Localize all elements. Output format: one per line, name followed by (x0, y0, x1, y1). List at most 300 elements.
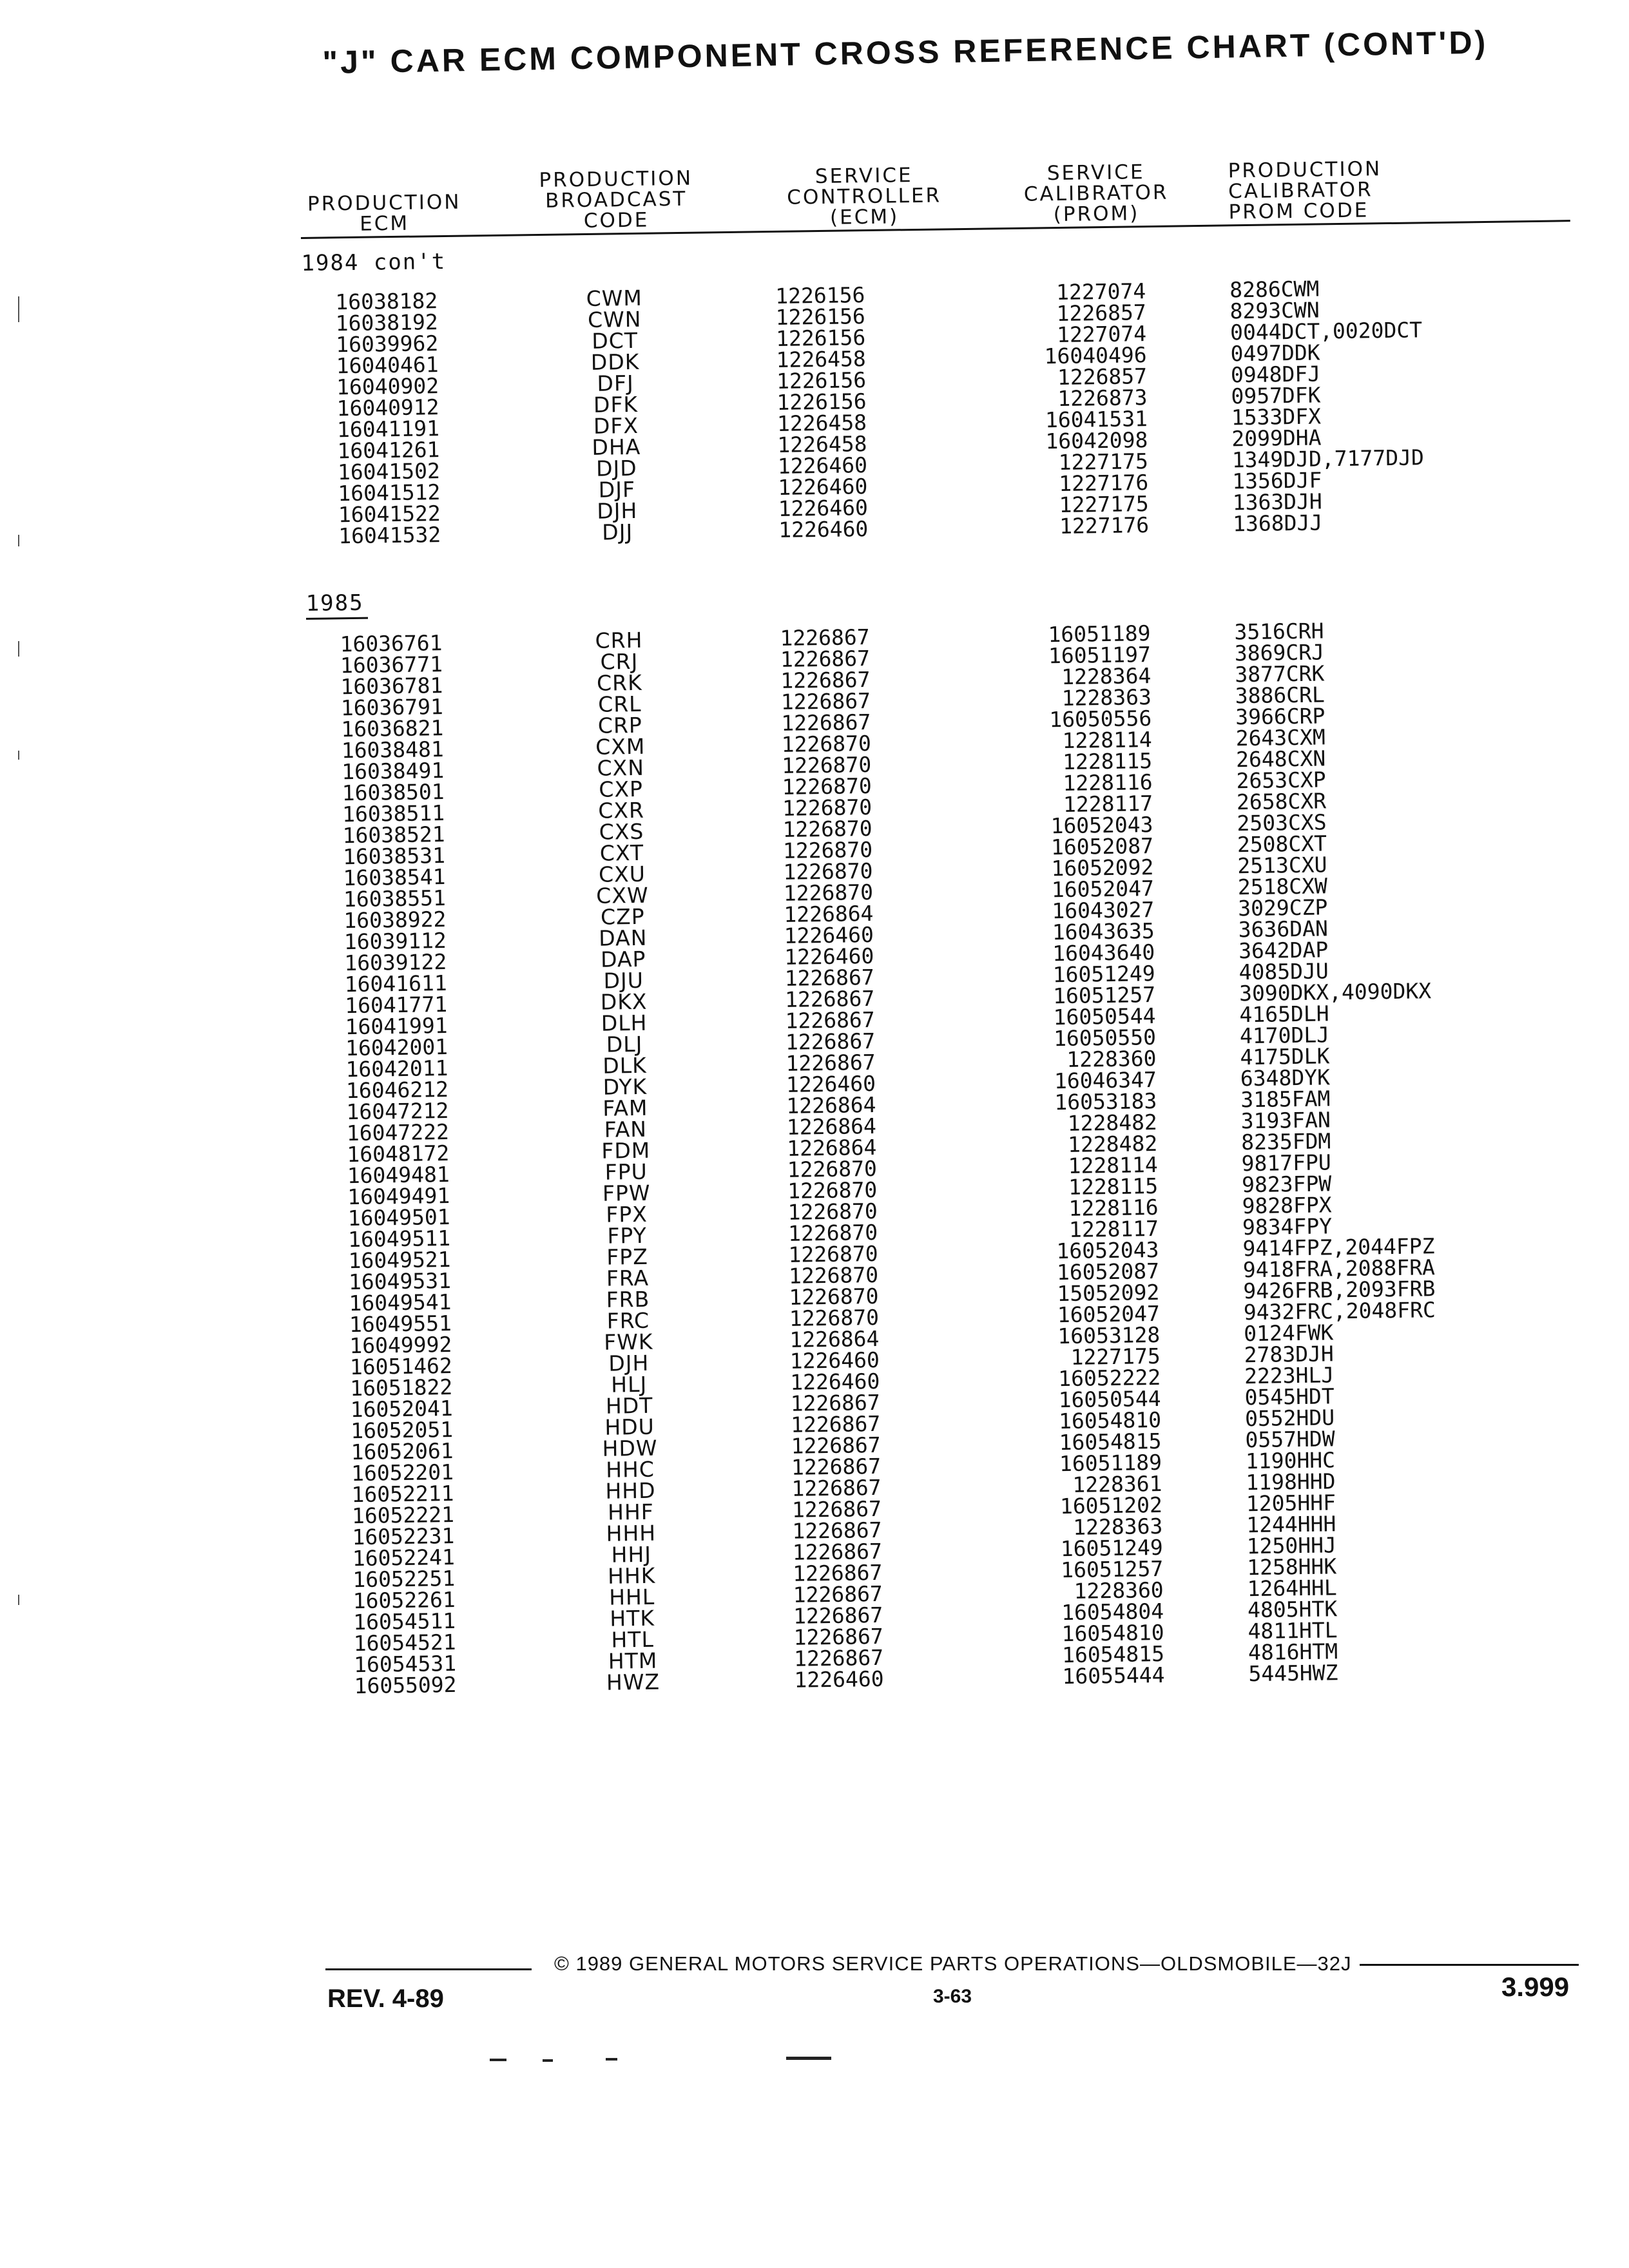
broadcast-code-cell: CRP (597, 712, 643, 738)
service-controller-cell: 1226867 (791, 1432, 881, 1459)
production-calibrator-cell: 4170DLJ (1239, 1022, 1330, 1049)
service-controller-cell: 1226156 (776, 367, 867, 394)
production-ecm-cell: 16052231 (352, 1523, 455, 1550)
broadcast-code-cell: DJF (598, 476, 636, 503)
service-calibrator-cell: 16051202 (1059, 1492, 1163, 1519)
service-controller-cell: 1226870 (789, 1304, 880, 1331)
broadcast-code-cell: CRJ (600, 648, 639, 675)
production-calibrator-cell: 3636DAN (1238, 916, 1329, 943)
service-calibrator-cell: 1228114 (1068, 1152, 1158, 1178)
production-ecm-cell: 16041512 (338, 479, 441, 506)
production-calibrator-cell: 2653CXP (1236, 767, 1326, 794)
service-controller-cell: 1226458 (777, 431, 867, 457)
production-ecm-cell: 16038531 (342, 843, 446, 870)
production-calibrator-cell: 2643CXM (1235, 724, 1326, 751)
service-calibrator-cell: 1226873 (1057, 385, 1148, 412)
page-number: 3-63 (933, 1986, 972, 2007)
production-ecm-cell: 16052221 (351, 1501, 455, 1529)
broadcast-code-cell: DKX (600, 988, 648, 1015)
production-ecm-cell: 16041771 (344, 992, 448, 1019)
production-ecm-cell: 16049551 (349, 1310, 452, 1338)
scan-mark (18, 641, 19, 657)
service-controller-cell: 1226870 (787, 1219, 878, 1246)
broadcast-code-cell: DAP (600, 946, 646, 972)
production-calibrator-cell: 1250HHJ (1246, 1532, 1337, 1559)
service-controller-cell: 1226460 (789, 1368, 880, 1395)
production-ecm-cell: 16038551 (343, 885, 447, 912)
production-ecm-cell: 16038521 (342, 822, 445, 849)
production-calibrator-cell: 4816HTM (1248, 1639, 1338, 1666)
production-ecm-cell: 16054531 (353, 1650, 457, 1678)
service-controller-cell: 1226867 (784, 985, 875, 1012)
production-calibrator-cell: 9426FRB,2093FRB (1243, 1276, 1436, 1304)
service-calibrator-cell: 16051189 (1059, 1449, 1162, 1477)
service-controller-cell: 1226867 (793, 1581, 883, 1608)
production-ecm-cell: 16040902 (336, 373, 439, 400)
broadcast-code-cell: DFJ (597, 370, 634, 396)
broadcast-code-cell: CWN (587, 306, 642, 332)
service-calibrator-cell: 16054815 (1061, 1640, 1165, 1668)
service-calibrator-cell: 16051197 (1048, 642, 1152, 669)
production-calibrator-cell: 4165DLH (1239, 1001, 1329, 1028)
service-controller-cell: 1226870 (783, 879, 874, 906)
broadcast-code-cell: DLJ (606, 1031, 643, 1057)
service-calibrator-cell: 1227175 (1059, 491, 1149, 518)
footer-rule (325, 1968, 532, 1970)
production-calibrator-cell: 9817FPU (1241, 1149, 1331, 1177)
broadcast-code-cell: CXR (598, 797, 645, 823)
production-ecm-cell: 16038481 (341, 736, 445, 764)
production-ecm-cell: 16036821 (341, 715, 444, 742)
service-controller-cell: 1226870 (787, 1155, 878, 1182)
production-ecm-cell: 16040912 (336, 394, 439, 421)
broadcast-code-cell: CXS (599, 818, 644, 845)
broadcast-code-cell: FRB (606, 1286, 650, 1312)
production-ecm-cell: 16038922 (343, 907, 447, 934)
service-controller-cell: 1226867 (793, 1644, 884, 1671)
broadcast-code-cell: FAM (602, 1095, 648, 1121)
production-calibrator-cell: 0124FWK (1243, 1320, 1334, 1347)
broadcast-code-cell: HHF (607, 1499, 655, 1525)
broadcast-code-cell: HLJ (611, 1371, 648, 1398)
production-ecm-cell: 16036761 (340, 630, 443, 657)
service-calibrator-cell: 16051249 (1060, 1534, 1164, 1562)
service-controller-cell: 1226156 (775, 282, 865, 309)
scan-mark (18, 535, 19, 546)
broadcast-code-cell: DJU (603, 967, 644, 994)
production-calibrator-cell: 9828FPX (1242, 1192, 1332, 1219)
production-calibrator-cell: 1258HHK (1246, 1553, 1337, 1581)
service-controller-cell: 1226870 (782, 794, 872, 821)
service-calibrator-cell: 16040496 (1044, 342, 1147, 369)
service-calibrator-cell: 16051257 (1060, 1555, 1164, 1583)
service-calibrator-cell: 1228360 (1074, 1577, 1164, 1604)
production-calibrator-cell: 0957DFK (1231, 382, 1321, 409)
production-calibrator-cell: 9418FRA,2088FRA (1242, 1254, 1436, 1283)
service-controller-cell: 1226864 (789, 1325, 880, 1352)
service-controller-cell: 1226867 (791, 1453, 882, 1480)
production-ecm-cell: 16052211 (351, 1480, 454, 1508)
production-calibrator-cell: 2648CXN (1235, 745, 1326, 773)
broadcast-code-cell: FDM (601, 1137, 651, 1164)
production-ecm-cell: 16049992 (349, 1331, 452, 1359)
production-ecm-cell: 16036771 (340, 651, 443, 678)
service-controller-cell: 1226460 (778, 516, 869, 543)
broadcast-code-cell: DJH (597, 497, 638, 524)
service-controller-cell: 1226864 (784, 900, 874, 927)
production-ecm-cell: 16038511 (342, 800, 445, 827)
production-calibrator-cell: 1356DJF (1231, 467, 1322, 494)
service-calibrator-cell: 1228116 (1068, 1195, 1159, 1221)
broadcast-code-cell: HTL (611, 1626, 655, 1653)
production-ecm-cell: 16038491 (341, 758, 445, 785)
broadcast-code-cell: FPY (607, 1222, 648, 1249)
production-ecm-cell: 16046212 (345, 1076, 449, 1104)
broadcast-code-cell: DHA (592, 434, 641, 460)
service-calibrator-cell: 1228482 (1067, 1131, 1158, 1157)
broadcast-code-cell: DFK (593, 391, 639, 418)
service-calibrator-cell: 1228115 (1068, 1173, 1159, 1200)
service-controller-cell: 1226460 (784, 943, 874, 970)
service-calibrator-cell: 1228363 (1061, 684, 1152, 711)
service-calibrator-cell: 1227176 (1059, 512, 1150, 539)
production-calibrator-cell: 9823FPW (1241, 1171, 1332, 1198)
broadcast-code-cell: DLH (601, 1010, 648, 1036)
service-calibrator-cell: 1226857 (1056, 300, 1146, 327)
service-calibrator-cell: 1228117 (1068, 1216, 1159, 1242)
scan-mark (606, 2058, 617, 2061)
service-calibrator-cell: 1226857 (1057, 363, 1148, 390)
service-controller-cell: 1226156 (775, 303, 866, 330)
service-controller-cell: 1226867 (780, 646, 871, 672)
production-ecm-cell: 16040461 (336, 352, 439, 379)
broadcast-code-cell: FRC (606, 1307, 650, 1334)
service-calibrator-cell: 16052047 (1051, 876, 1155, 903)
production-ecm-cell: 16041532 (338, 522, 441, 549)
service-controller-cell: 1226460 (778, 495, 869, 521)
broadcast-code-cell: DAN (598, 925, 648, 951)
production-ecm-cell: 16038192 (335, 309, 438, 336)
scan-mark (490, 2059, 506, 2061)
service-calibrator-cell: 1227175 (1070, 1343, 1161, 1370)
production-calibrator-cell: 9834FPY (1242, 1213, 1333, 1240)
service-controller-cell: 1226156 (776, 389, 867, 415)
broadcast-code-cell: DJJ (602, 519, 633, 545)
production-calibrator-cell: 4085DJU (1239, 958, 1329, 985)
section-label: 1984 con't (301, 248, 447, 276)
production-ecm-cell: 16052201 (351, 1459, 454, 1486)
production-calibrator-cell: 3886CRL (1235, 682, 1325, 709)
broadcast-code-cell: HHK (607, 1562, 656, 1589)
service-calibrator-cell: 16050556 (1049, 706, 1152, 733)
production-calibrator-cell: 4175DLK (1240, 1043, 1330, 1070)
production-ecm-cell: 16036791 (340, 694, 444, 721)
production-calibrator-cell: 2658CXR (1236, 788, 1327, 815)
production-ecm-cell: 16038182 (335, 288, 438, 315)
header-production-ecm: PRODUCTION ECM (307, 190, 461, 236)
production-calibrator-cell: 0948DFJ (1230, 361, 1321, 388)
service-controller-cell: 1226867 (780, 624, 870, 651)
service-controller-cell: 1226460 (784, 921, 874, 948)
service-controller-cell: 1226870 (782, 773, 872, 800)
production-calibrator-cell: 3185FAM (1240, 1086, 1331, 1113)
production-ecm-cell: 16042011 (345, 1055, 448, 1082)
production-ecm-cell: 16055092 (354, 1671, 457, 1699)
production-calibrator-cell: 9414FPZ,2044FPZ (1242, 1233, 1435, 1262)
service-controller-cell: 1226460 (789, 1347, 880, 1374)
production-calibrator-cell: 0552HDU (1244, 1405, 1335, 1432)
service-calibrator-cell: 1228115 (1062, 748, 1153, 774)
production-calibrator-cell: 4811HTL (1248, 1617, 1338, 1644)
production-ecm-cell: 16049511 (347, 1225, 451, 1253)
scan-mark (543, 2059, 553, 2062)
scan-mark (18, 1595, 19, 1605)
footer-rule (1360, 1964, 1579, 1966)
broadcast-code-cell: HHH (606, 1520, 657, 1546)
service-calibrator-cell: 16055444 (1062, 1662, 1165, 1689)
service-calibrator-cell: 1227175 (1058, 448, 1149, 476)
service-controller-cell: 1226460 (777, 452, 868, 479)
service-controller-cell: 1226867 (792, 1559, 883, 1586)
production-ecm-cell: 16048172 (347, 1140, 450, 1168)
service-controller-cell: 1226156 (775, 325, 866, 351)
broadcast-code-cell: CXN (597, 754, 645, 781)
service-calibrator-cell: 16053128 (1057, 1321, 1161, 1349)
production-calibrator-cell: 1533DFX (1231, 403, 1322, 430)
broadcast-code-cell: CWM (586, 285, 643, 311)
production-calibrator-cell: 1363DJH (1232, 488, 1323, 515)
service-calibrator-cell: 16054815 (1059, 1428, 1162, 1456)
section-number: 3.999 (1501, 1972, 1570, 2002)
broadcast-code-cell: CXP (599, 776, 644, 802)
production-calibrator-cell: 1349DJD,7177DJD (1231, 445, 1425, 473)
service-controller-cell: 1226867 (792, 1538, 883, 1565)
production-ecm-cell: 16042001 (345, 1034, 448, 1061)
service-controller-cell: 1226867 (793, 1602, 883, 1629)
broadcast-code-cell: CXW (596, 882, 649, 908)
production-ecm-cell: 16038541 (343, 864, 446, 891)
service-controller-cell: 1226870 (789, 1283, 879, 1310)
service-calibrator-cell: 16041531 (1045, 406, 1148, 433)
service-controller-cell: 1226870 (781, 731, 872, 757)
production-calibrator-cell: 2503CXS (1237, 809, 1327, 836)
service-calibrator-cell: 16052092 (1051, 854, 1154, 881)
service-calibrator-cell: 16052222 (1057, 1364, 1161, 1392)
production-calibrator-cell: 1244HHH (1246, 1511, 1336, 1538)
production-ecm-cell: 16054511 (352, 1608, 456, 1635)
broadcast-code-cell: CXM (595, 733, 646, 760)
service-calibrator-cell: 16046347 (1054, 1067, 1157, 1094)
broadcast-code-cell: DYK (602, 1073, 648, 1100)
service-calibrator-cell: 16051249 (1052, 961, 1155, 988)
production-ecm-cell: 16039112 (343, 928, 447, 955)
service-calibrator-cell: 16051257 (1052, 982, 1156, 1009)
production-calibrator-cell: 0545HDT (1244, 1383, 1335, 1410)
broadcast-code-cell: HHD (605, 1477, 656, 1504)
production-calibrator-cell: 2518CXW (1237, 873, 1328, 900)
service-calibrator-cell: 16050544 (1053, 1003, 1156, 1030)
broadcast-code-cell: CRH (595, 627, 643, 653)
service-controller-cell: 1226867 (790, 1389, 880, 1416)
service-calibrator-cell: 1228360 (1066, 1046, 1157, 1072)
broadcast-code-cell: DFX (593, 412, 639, 439)
production-calibrator-cell: 3877CRK (1235, 660, 1325, 687)
service-calibrator-cell: 16050550 (1053, 1024, 1157, 1052)
broadcast-code-cell: HWZ (606, 1669, 660, 1695)
service-controller-cell: 1226870 (781, 752, 872, 778)
production-calibrator-cell: 3966CRP (1235, 703, 1325, 730)
service-controller-cell: 1226870 (782, 837, 873, 863)
service-calibrator-cell: 1228117 (1063, 791, 1153, 817)
service-calibrator-cell: 16052047 (1057, 1300, 1161, 1328)
production-ecm-cell: 16041502 (337, 458, 441, 485)
production-ecm-cell: 16052041 (350, 1395, 453, 1423)
service-calibrator-cell: 16052043 (1056, 1237, 1159, 1264)
production-calibrator-cell: 0497DDK (1230, 340, 1320, 367)
service-controller-cell: 1226870 (783, 858, 873, 885)
production-ecm-cell: 16039962 (335, 331, 439, 358)
service-calibrator-cell: 16051189 (1048, 620, 1151, 648)
production-ecm-cell: 16051462 (349, 1352, 453, 1380)
broadcast-code-cell: FPU (604, 1158, 648, 1185)
service-controller-cell: 1226460 (778, 474, 868, 500)
production-calibrator-cell: 2223HLJ (1244, 1362, 1335, 1389)
revision-label: REV. 4-89 (327, 1984, 444, 2013)
service-controller-cell: 1226867 (784, 964, 875, 991)
production-calibrator-cell: 1198HHD (1246, 1468, 1336, 1495)
broadcast-code-cell: DLK (602, 1052, 647, 1079)
broadcast-code-cell: DCT (592, 327, 639, 354)
production-calibrator-cell: 1368DJJ (1232, 510, 1323, 537)
service-controller-cell: 1226864 (787, 1134, 877, 1161)
service-controller-cell: 1226870 (788, 1240, 878, 1267)
service-calibrator-cell: 16054810 (1061, 1619, 1164, 1647)
broadcast-code-cell: HHL (608, 1584, 655, 1610)
production-calibrator-cell: 1190HHC (1245, 1447, 1336, 1474)
service-calibrator-cell: 1228482 (1067, 1110, 1158, 1136)
service-calibrator-cell: 1227176 (1058, 470, 1149, 497)
production-ecm-cell: 16052051 (350, 1416, 454, 1444)
service-calibrator-cell: 1228364 (1061, 663, 1152, 689)
broadcast-code-cell: HHJ (611, 1541, 652, 1568)
service-controller-cell: 1226864 (786, 1091, 876, 1119)
service-controller-cell: 1226870 (787, 1198, 878, 1225)
header-production-calibrator: PRODUCTION CALIBRATOR PROM CODE (1228, 157, 1382, 224)
service-controller-cell: 1226867 (781, 709, 871, 736)
service-calibrator-cell: 15052092 (1057, 1280, 1160, 1307)
broadcast-code-cell: CRK (596, 669, 642, 696)
service-controller-cell: 1226867 (786, 1049, 876, 1076)
broadcast-code-cell: HDT (605, 1392, 653, 1419)
header-service-controller: SERVICE CONTROLLER (ECM) (787, 164, 942, 229)
production-calibrator-cell: 3642DAP (1238, 937, 1329, 964)
service-controller-cell: 1226867 (790, 1410, 881, 1437)
service-controller-cell: 1226867 (791, 1474, 882, 1501)
production-ecm-cell: 16047222 (346, 1119, 450, 1146)
production-ecm-cell: 16041522 (338, 501, 441, 528)
production-ecm-cell: 16051822 (350, 1374, 453, 1401)
production-ecm-cell: 16047212 (346, 1097, 449, 1125)
page-title: "J" CAR ECM COMPONENT CROSS REFERENCE CHART (CONT'D) (322, 24, 1489, 81)
broadcast-code-cell: FPZ (606, 1244, 649, 1270)
production-calibrator-cell: 8293CWN (1229, 297, 1320, 324)
service-calibrator-cell: 1227074 (1056, 321, 1147, 348)
production-calibrator-cell: 8286CWM (1229, 276, 1320, 303)
broadcast-code-cell: DDK (590, 349, 640, 375)
production-calibrator-cell: 1264HHL (1247, 1575, 1337, 1602)
production-ecm-cell: 16052251 (352, 1565, 456, 1593)
production-calibrator-cell: 2513CXU (1237, 852, 1327, 879)
service-controller-cell: 1226867 (791, 1495, 882, 1523)
service-calibrator-cell: 1227074 (1055, 278, 1146, 305)
service-controller-cell: 1226867 (785, 1028, 876, 1055)
service-calibrator-cell: 16052087 (1056, 1258, 1160, 1285)
broadcast-code-cell: CXT (599, 840, 644, 866)
service-calibrator-cell: 16052043 (1050, 812, 1153, 839)
production-calibrator-cell: 1205HHF (1246, 1490, 1336, 1517)
broadcast-code-cell: FPW (602, 1180, 651, 1206)
production-calibrator-cell: 3090DKX,4090DKX (1239, 978, 1432, 1006)
production-ecm-cell: 16041191 (336, 416, 440, 443)
production-calibrator-cell: 4805HTK (1247, 1596, 1338, 1623)
scan-mark (786, 2057, 831, 2060)
production-ecm-cell: 16052061 (351, 1437, 454, 1465)
service-controller-cell: 1226460 (786, 1070, 876, 1097)
broadcast-code-cell: FAN (604, 1116, 648, 1142)
section-label: 1985 (305, 589, 368, 620)
production-ecm-cell: 16052261 (352, 1586, 456, 1614)
production-calibrator-cell: 0557HDW (1245, 1426, 1335, 1453)
production-ecm-cell: 16054521 (353, 1629, 456, 1657)
service-controller-cell: 1226867 (780, 688, 871, 715)
production-ecm-cell: 16038501 (342, 779, 445, 806)
broadcast-code-cell: DJH (608, 1350, 650, 1376)
service-controller-cell: 1226867 (780, 667, 871, 693)
production-ecm-cell: 16041991 (345, 1013, 448, 1040)
production-calibrator-cell: 9432FRC,2048FRC (1243, 1297, 1436, 1325)
service-calibrator-cell: 16053183 (1054, 1088, 1157, 1115)
production-ecm-cell: 16041611 (344, 970, 447, 997)
service-controller-cell: 1226870 (788, 1262, 879, 1289)
broadcast-code-cell: CXU (598, 861, 646, 887)
service-controller-cell: 1226864 (786, 1113, 877, 1140)
production-calibrator-cell: 8235FDM (1240, 1128, 1331, 1155)
production-ecm-cell: 16049491 (347, 1182, 450, 1210)
service-controller-cell: 1226867 (792, 1517, 882, 1544)
service-calibrator-cell: 16042098 (1045, 427, 1148, 454)
production-calibrator-cell: 2508CXT (1237, 831, 1327, 858)
broadcast-code-cell: FWK (603, 1329, 653, 1355)
production-calibrator-cell: 3869CRJ (1234, 639, 1325, 666)
service-calibrator-cell: 16043027 (1052, 897, 1155, 924)
production-calibrator-cell: 5445HWZ (1248, 1660, 1338, 1687)
broadcast-code-cell: HTM (608, 1648, 658, 1674)
service-controller-cell: 1226458 (776, 346, 866, 372)
production-ecm-cell: 16049541 (349, 1289, 452, 1316)
production-calibrator-cell: 3516CRH (1234, 618, 1324, 645)
production-ecm-cell: 16036781 (340, 673, 443, 700)
production-ecm-cell: 16049481 (347, 1161, 450, 1189)
production-ecm-cell: 16049531 (348, 1267, 452, 1295)
service-calibrator-cell: 1228363 (1072, 1513, 1163, 1540)
service-calibrator-cell: 16054804 (1061, 1598, 1164, 1626)
broadcast-code-cell: HDU (604, 1414, 655, 1440)
service-calibrator-cell: 1228116 (1063, 769, 1153, 796)
production-calibrator-cell: 2099DHA (1231, 425, 1322, 452)
broadcast-code-cell: HHC (605, 1456, 655, 1483)
production-ecm-cell: 16049521 (348, 1246, 451, 1274)
broadcast-code-cell: CRL (597, 691, 642, 717)
